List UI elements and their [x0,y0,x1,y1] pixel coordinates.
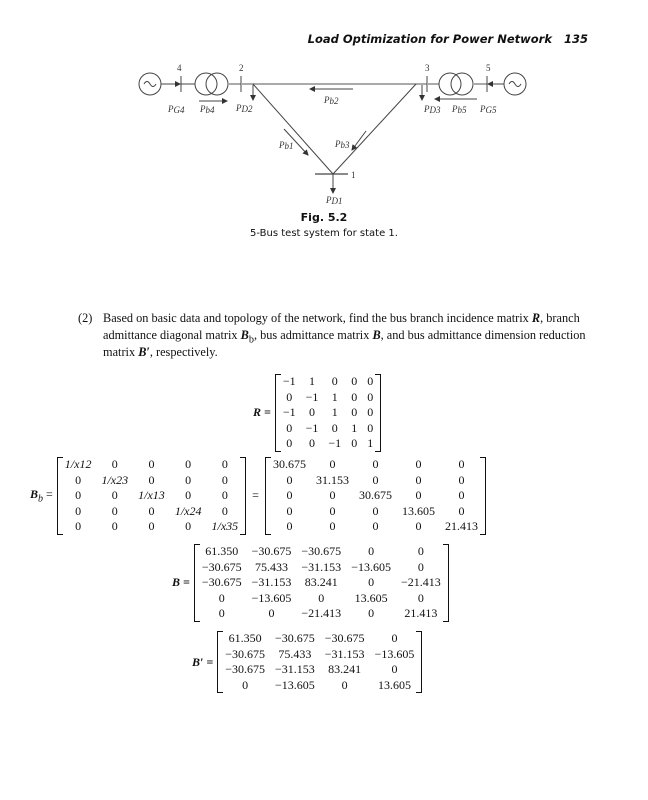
matrix-cell: 0 [286,436,293,450]
matrix-cell: 0 [286,488,293,502]
matrix-row [278,436,378,452]
matrix-cell: −1 [305,389,319,404]
matrix-cell: −13.605 [251,590,292,605]
matrix-cell: 0 [417,559,424,574]
matrix-bb-equation: $B_b$ = 1/x12 0 0 0 0 0 1/x23 0 0 0 0 0 1/x13 0 0 0 0 0 1/x24 0 0 0 0 0 1/x35 = 30.675 0 0 0 0 0 31.153 0 0 0 0 0 30.675 0 0 0 0 0 13.605 0 0 0 0 0 21.413 [30,457,486,535]
matrix-cell: 0 [309,405,316,419]
matrix-cell: −21.413 [400,575,441,589]
matrix-b [197,544,446,622]
matrix-cell: 0 [268,606,275,620]
matrix-cell: 0 [351,374,358,388]
matrix-cell: 31.153 [315,472,349,487]
matrix-row [278,421,378,437]
matrix-cell: 0 [458,457,465,471]
matrix-cell: 0 [368,544,375,558]
matrix-cell: −30.675 [324,631,365,645]
matrix-cell: 1 [367,436,374,450]
matrix-cell: 0 [286,519,293,533]
matrix-cell: −30.675 [251,544,292,558]
line-3-1 [333,84,416,174]
matrix-cell: 0 [372,457,379,471]
matrix-row [220,678,419,694]
matrix-row [268,457,483,473]
text: Based on basic data and topology of the network, find the bus branch incidence matrix [103,311,532,325]
matrix-r [278,374,378,452]
text: , branch admittance diagonal matrix [103,311,580,342]
matrix-cell: 0 [417,590,424,605]
matrix-cell: 0 [372,472,379,487]
matrix-cell: 0 [372,519,379,533]
matrix-cell: −1 [282,405,296,419]
matrix-bprime-label: B′ = [192,654,214,669]
five-bus-diagram [0,0,648,210]
matrix-row [268,473,483,489]
matrix-cell: 0 [367,374,374,388]
matrix-cell: 1/x13 [138,488,165,502]
matrix-cell: 21.413 [404,606,438,620]
matrix-bb-symbolic [60,457,243,535]
matrix-cell: 0 [391,631,398,645]
matrix-cell: −31.153 [301,559,342,574]
matrix-cell: −30.675 [275,631,315,645]
symbol-bb-sub: b [248,334,254,346]
matrix-cell: 0 [75,503,82,518]
matrix-cell: 0 [458,503,465,518]
matrix-cell: 0 [111,488,118,502]
matrix-cell: 0 [367,420,374,435]
bus-1-label: 1 [351,170,356,180]
label-pd2: PD2 [236,103,253,114]
matrix-row [197,591,446,607]
label-pb1: Pb1 [279,140,294,151]
text: , and bus admittance dimension reduction matrix [103,328,586,359]
label-pg5: PG5 [480,104,497,115]
matrix-cell: 0 [111,519,118,533]
matrix-row [278,390,378,406]
matrix-cell: −13.605 [374,646,415,661]
matrix-cell: 0 [309,436,316,450]
matrix-cell: 1 [309,374,316,388]
text: , respectively. [149,345,218,359]
matrix-cell: −1 [328,436,342,450]
matrix-cell: 13.605 [401,503,435,518]
label-pb3: Pb3 [335,139,350,150]
matrix-row [268,488,483,504]
matrix-bb-label-sub: b [38,493,44,505]
label-pd3: PD3 [424,104,441,115]
item-number: (2) [78,311,93,325]
matrix-cell: 0 [218,590,225,605]
matrix-cell: 0 [148,457,155,471]
matrix-bprime [220,631,419,693]
matrix-cell: 0 [286,472,293,487]
matrix-cell: −13.605 [275,677,315,692]
matrix-cell: 13.605 [354,590,388,605]
matrix-cell: 0 [329,457,336,471]
bus-2-label: 2 [239,63,244,73]
matrix-cell: −21.413 [301,606,342,620]
label-pb2: Pb2 [324,95,339,106]
symbol-bprime: B′ [138,345,150,359]
matrix-cell: 0 [367,405,374,419]
matrix-row [268,519,483,535]
matrix-cell: 0 [367,389,374,404]
bus-4-label: 4 [177,63,182,73]
matrix-cell: 0 [221,472,228,487]
matrix-cell: 0 [185,488,192,502]
matrix-cell: 1 [331,389,338,404]
label-pd1: PD1 [326,195,343,206]
matrix-row [278,374,378,390]
matrix-r-equation [253,374,381,452]
matrix-row [268,504,483,520]
matrix-cell: 30.675 [272,457,306,471]
matrix-cell: 0 [221,503,228,518]
matrix-cell: 21.413 [444,519,478,533]
matrix-bprime-equation [192,631,422,693]
matrix-cell: 0 [148,503,155,518]
matrix-cell: −1 [282,374,296,388]
symbol-r: R [531,311,541,325]
symbol-b: B [372,328,381,342]
matrix-cell: 0 [415,519,422,533]
matrix-cell: 0 [351,436,358,450]
matrix-row [220,647,419,663]
matrix-cell: 0 [351,389,358,404]
matrix-cell: 0 [391,662,398,676]
matrix-row [197,606,446,622]
matrix-bb-numeric [268,457,483,535]
matrix-cell: −31.153 [275,662,315,676]
matrix-cell: 0 [148,519,155,533]
matrix-cell: 0 [286,420,293,435]
matrix-cell: 1/x24 [174,503,202,518]
matrix-cell: −30.675 [201,559,242,574]
figure-caption-text: 5-Bus test system for state 1. [250,228,398,239]
matrix-cell: 75.433 [278,646,312,661]
matrix-cell: 0 [368,606,375,620]
matrix-cell: 75.433 [255,559,289,574]
matrix-row [220,631,419,647]
matrix-cell: 1/x23 [101,472,129,487]
matrix-cell: 0 [341,677,348,692]
matrix-cell: 0 [185,519,192,533]
matrix-r-label: R = [253,405,271,420]
matrix-cell: 30.675 [358,488,392,502]
matrix-b-equation [172,544,449,622]
header-title: Load Optimization for Power Network [307,32,552,46]
symbol-bb: B [240,328,249,342]
matrix-cell: 0 [417,544,424,558]
matrix-cell: 0 [218,606,225,620]
line-2-1 [253,84,333,174]
matrix-cell: 1/x12 [64,457,92,471]
matrix-cell: −1 [305,420,319,435]
matrix-row [197,544,446,560]
matrix-cell: 1/x35 [211,519,239,533]
equals-sign: = [252,488,259,503]
matrix-row [60,457,243,473]
matrix-cell: 0 [286,389,293,404]
matrix-cell: 0 [458,488,465,502]
matrix-cell: 0 [111,457,118,471]
matrix-cell: −13.605 [351,559,391,574]
label-pg4: PG4 [168,104,185,115]
matrix-cell: 0 [242,677,249,692]
matrix-row [60,504,243,520]
matrix-cell: 1 [331,405,338,419]
matrix-cell: 0 [75,519,82,533]
matrix-cell: −30.675 [301,544,342,558]
matrix-row [220,662,419,678]
figure-caption-title: Fig. 5.2 [300,211,348,224]
transformer-right-icon [439,73,461,95]
matrix-cell: 0 [372,503,379,518]
problem-statement [78,310,608,361]
matrix-cell: 61.350 [205,544,239,558]
matrix-row [197,560,446,576]
matrix-cell: 0 [75,472,82,487]
matrix-cell: 0 [75,488,82,502]
matrix-cell: −30.675 [225,646,265,661]
matrix-cell: 83.241 [328,662,362,676]
matrix-cell: 83.241 [304,575,338,589]
bus-5-label: 5 [486,63,491,73]
matrix-cell: 0 [329,503,336,518]
matrix-cell: 0 [415,472,422,487]
matrix-cell: 0 [415,488,422,502]
matrix-cell: −30.675 [201,575,242,589]
matrix-cell: 0 [329,488,336,502]
matrix-bb-label: B [30,487,39,502]
matrix-cell: −30.675 [225,662,265,676]
matrix-row [60,488,243,504]
matrix-cell: 61.350 [228,631,262,645]
matrix-cell: 1 [351,420,358,435]
matrix-row [197,575,446,591]
matrix-cell: 0 [331,374,338,388]
matrix-cell: 0 [148,472,155,487]
matrix-cell: 0 [368,575,375,589]
matrix-cell: −31.153 [324,646,365,661]
matrix-cell: −31.153 [251,575,292,589]
matrix-cell: 0 [351,405,358,419]
matrix-b-label: B = [172,575,190,590]
text: , bus admittance matrix [253,328,373,342]
matrix-cell: 0 [318,590,325,605]
matrix-cell: 0 [415,457,422,471]
label-pb4: Pb4 [200,104,215,115]
matrix-cell: 0 [331,420,338,435]
matrix-cell: 0 [185,472,192,487]
matrix-cell: 0 [221,457,228,471]
bus-3-label: 3 [425,63,430,73]
matrix-cell: 0 [458,472,465,487]
matrix-cell: 0 [185,457,192,471]
matrix-row [60,519,243,535]
matrix-cell: 0 [221,488,228,502]
label-pb5: Pb5 [452,104,467,115]
matrix-row [60,473,243,489]
matrix-row [278,405,378,421]
page-number: 135 [563,32,588,46]
matrix-cell: 0 [329,519,336,533]
matrix-cell: 0 [286,503,293,518]
matrix-cell: 13.605 [377,677,411,692]
matrix-cell: 0 [111,503,118,518]
